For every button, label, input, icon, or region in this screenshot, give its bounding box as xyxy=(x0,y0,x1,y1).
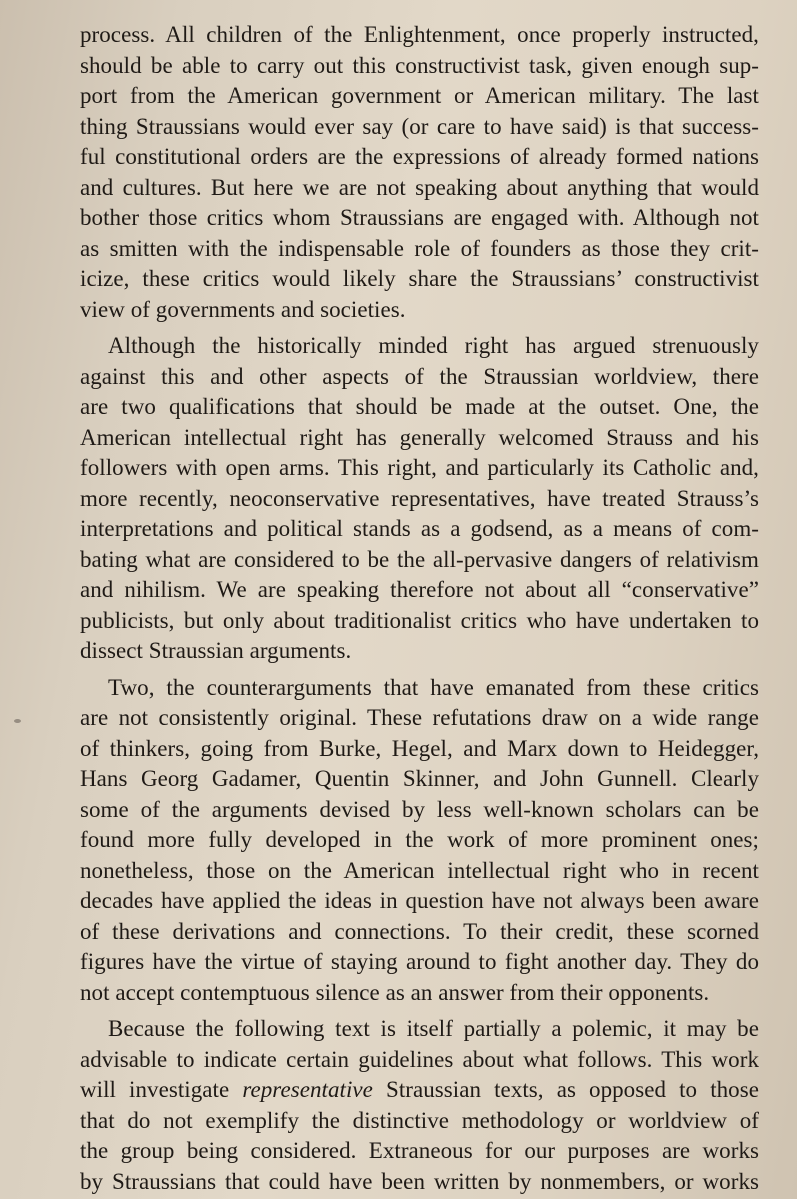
text-line: and cultures. But here we are not speaking about anything that would xyxy=(80,174,759,200)
text-line: view of governments and societies. xyxy=(80,296,406,322)
text-line: dissect Straussian arguments. xyxy=(80,638,352,663)
paragraph-3 xyxy=(80,673,759,1009)
text-line: bating what are considered to be the all-pervasive dangers of relativism xyxy=(80,546,759,572)
text-line: followers with open arms. This right, and particularly its Catholic and, xyxy=(80,455,759,480)
text-line: figures have the virtue of staying around to fight another day. They do xyxy=(80,949,759,974)
text-line xyxy=(80,1075,759,1106)
text-line: are not consistently original. These refutations draw on a wide range xyxy=(80,705,759,730)
text-line: interpretations and political stands as a godsend, as a means of com- xyxy=(80,516,759,541)
text-line: the group being considered. Extraneous for our purposes are works xyxy=(80,1138,759,1163)
text-line: more recently, neoconservative representatives, have treated Strauss’s xyxy=(80,485,759,511)
text-line: not accept contemptuous silence as an answer from their opponents. xyxy=(80,979,710,1005)
text-fragment: will investigate xyxy=(80,1077,243,1102)
text-line: found more fully developed in the work of more prominent ones; xyxy=(80,827,759,852)
text-line: Because the following text is itself partially a polemic, it may be xyxy=(108,1016,759,1041)
text-line: that do not exemplify the distinctive methodology or worldview of xyxy=(80,1107,759,1133)
text-line: some of the arguments devised by less well-known scholars can be xyxy=(80,796,759,822)
paragraph-2 xyxy=(80,331,759,667)
text-line: as smitten with the indispensable role of founders as those they crit- xyxy=(80,235,759,261)
text-line: American intellectual right has generally welcomed Strauss and his xyxy=(80,424,759,450)
text-line: decades have applied the ideas in question have not always been aware xyxy=(80,888,759,913)
text-line: should be able to carry out this constructivist task, given enough sup- xyxy=(80,52,759,78)
text-line: and nihilism. We are speaking therefore not about all “conservative” xyxy=(80,577,759,602)
text-line: Although the historically minded right has argued strenuously xyxy=(108,333,759,358)
text-line: by Straussians that could have been written by nonmembers, or works xyxy=(80,1168,759,1194)
text-line: Two, the counterarguments that have emanated from these critics xyxy=(108,674,759,700)
margin-mark xyxy=(14,719,21,723)
text-line: port from the American government or American military. The last xyxy=(80,83,759,108)
text-fragment: Straussian texts, as opposed to those xyxy=(372,1077,759,1102)
text-line: thing Straussians would ever say (or care to have said) is that success- xyxy=(80,113,759,139)
text-line: of thinkers, going from Burke, Hegel, and Marx down to Heidegger, xyxy=(80,735,759,761)
text-line: icize, these critics would likely share the Straussians’ constructivist xyxy=(80,266,759,291)
text-line: publicists, but only about traditionalist critics who have undertaken to xyxy=(80,607,759,633)
text-line: are two qualifications that should be made at the outset. One, the xyxy=(80,394,759,419)
text-line: of these derivations and connections. To their credit, these scorned xyxy=(80,918,759,944)
paragraph-1 xyxy=(80,20,759,325)
text-line: bother those critics whom Straussians are engaged with. Although not xyxy=(80,205,759,230)
text-line: against this and other aspects of the Straussian worldview, there xyxy=(80,363,759,389)
text-line: Hans Georg Gadamer, Quentin Skinner, and John Gunnell. Clearly xyxy=(80,766,759,791)
text-line: advisable to indicate certain guidelines about what follows. This work xyxy=(80,1046,759,1072)
paragraph-4 xyxy=(80,1014,759,1197)
text-line: process. All children of the Enlightenment, once properly instructed, xyxy=(80,22,759,47)
text-line: ful constitutional orders are the expressions of already formed nations xyxy=(80,144,759,169)
text-line: nonetheless, those on the American intellectual right who in recent xyxy=(80,857,759,883)
emphasized-word: representative xyxy=(242,1077,373,1102)
